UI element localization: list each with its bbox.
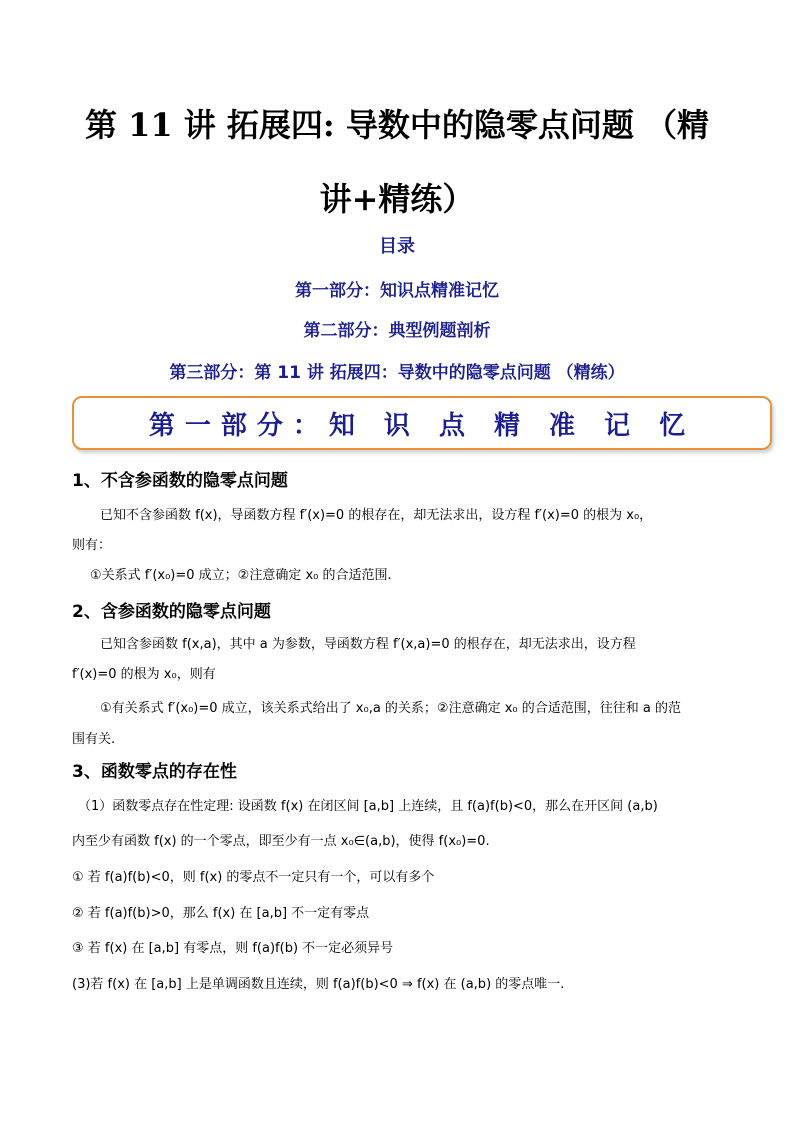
toc-heading: 目录 [379, 236, 415, 257]
s1-line-1: 已知不含参函数 f(x)，导函数方程 f′(x)=0 的根存在，却无法求出，设方程 f′(x)=0 的根为 x₀， [100, 508, 653, 523]
s2-line-3: ①有关系式 f′(x₀)=0 成立，该关系式给出了 x₀,a 的关系；②注意确定 x₀ 的合适范围，往往和 a 的范 [100, 701, 681, 716]
s3-line-4: ② 若 f(a)f(b)>0，那么 f(x) 在 [a,b] 不一定有零点 [72, 906, 370, 921]
s2-line-4: 围有关. [72, 732, 116, 747]
title-line-2: 讲+精练） [319, 180, 475, 218]
section-3-heading: 3、函数零点的存在性 [72, 762, 237, 782]
s3-line-2: 内至少有函数 f(x) 的一个零点，即至少有一点 x₀∈(a,b)，使得 f(x₀)=0. [72, 834, 490, 849]
s3-line-6: (3)若 f(x) 在 [a,b] 上是单调函数且连续，则 f(a)f(b)<0 ⇒ f(x) 在 (a,b) 的零点唯一. [72, 977, 565, 992]
s1-line-3: ①关系式 f′(x₀)=0 成立；②注意确定 x₀ 的合适范围. [90, 568, 392, 583]
s3-line-3: ① 若 f(a)f(b)<0，则 f(x) 的零点不一定只有一个，可以有多个 [72, 870, 435, 885]
banner-text: 第一部分：知 识 点 精 准 记 忆 [148, 410, 696, 441]
section-2-heading: 2、含参函数的隐零点问题 [72, 602, 271, 622]
section-1-heading: 1、不含参函数的隐零点问题 [72, 471, 288, 491]
s1-line-2: 则有： [72, 538, 112, 553]
toc-item-part1[interactable]: 第一部分：知识点精准记忆 [295, 281, 499, 301]
s3-line-5: ③ 若 f(x) 在 [a,b] 有零点，则 f(a)f(b) 不一定必须异号 [72, 941, 394, 956]
s2-line-2: f′(x)=0 的根为 x₀，则有 [72, 667, 216, 682]
s2-line-1: 已知含参函数 f(x,a)，其中 a 为参数，导函数方程 f′(x,a)=0 的根存在，却无法求出，设方程 [100, 637, 636, 652]
s3-line-1: （1）函数零点存在性定理: 设函数 f(x) 在闭区间 [a,b] 上连续，且 f(a)f(b)<0，那么在开区间 (a,b) [78, 799, 658, 814]
toc-item-part2[interactable]: 第二部分：典型例题剖析 [303, 321, 491, 341]
page-title [60, 88, 734, 236]
section-banner [72, 396, 772, 450]
title-line-1: 第 11 讲 拓展四: 导数中的隐零点问题 （精 [84, 106, 710, 144]
toc-item-part3[interactable]: 第三部分：第 11 讲 拓展四：导数中的隐零点问题 （精练） [169, 363, 625, 383]
